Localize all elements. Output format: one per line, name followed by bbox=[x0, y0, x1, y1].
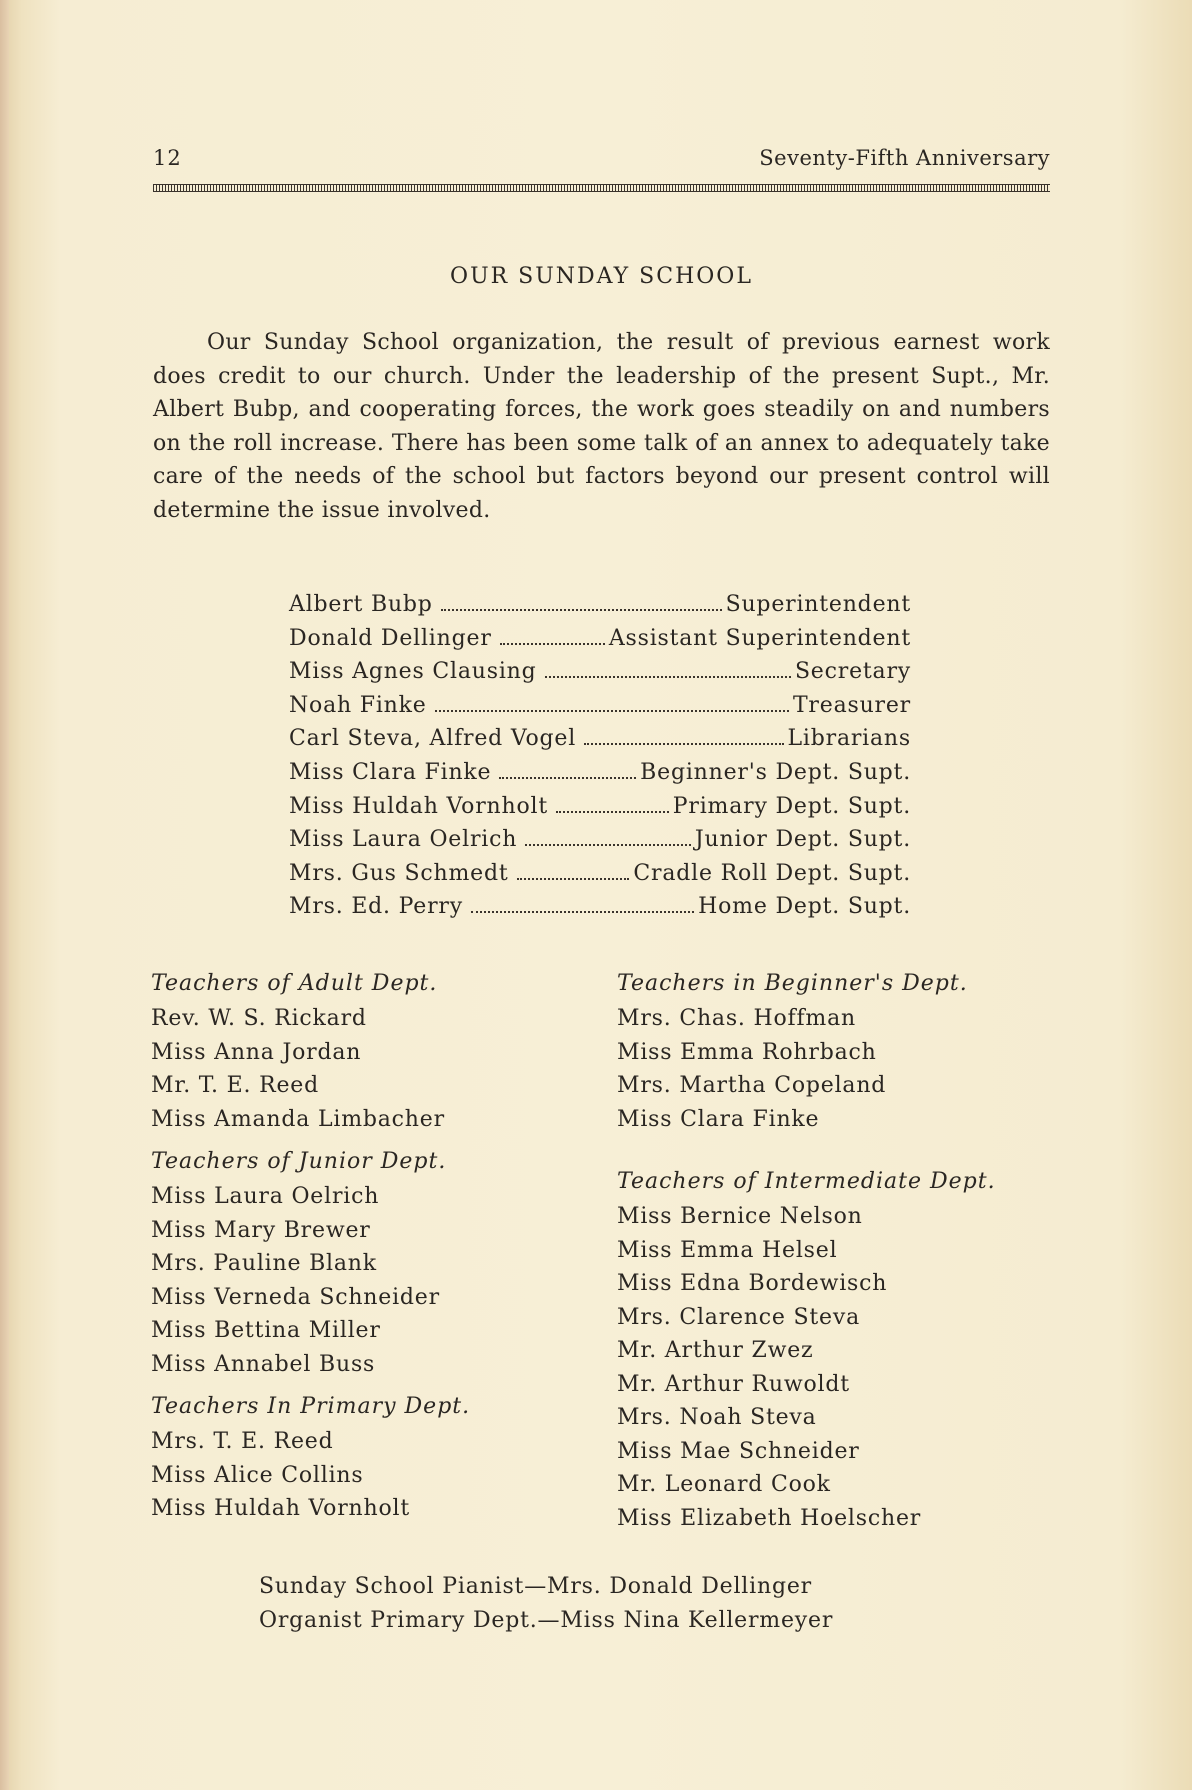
teacher-name: Rev. W. S. Rickard bbox=[151, 1006, 367, 1031]
officer-row bbox=[289, 794, 911, 828]
teacher-name: Mrs. Noah Steva bbox=[617, 1405, 817, 1430]
officer-name: Mrs. Gus Schmedt bbox=[289, 860, 509, 886]
teacher-name: Miss Mary Brewer bbox=[151, 1217, 371, 1243]
leader-dots bbox=[545, 676, 791, 678]
officer-row bbox=[289, 659, 911, 693]
officer-row bbox=[289, 827, 911, 861]
officers-list bbox=[289, 592, 911, 928]
officer-name: Mrs. Ed. Perry bbox=[289, 894, 463, 920]
officer-name: Miss Laura Oelrich bbox=[289, 827, 518, 853]
teacher-name: Miss Annabel Buss bbox=[151, 1351, 376, 1377]
teacher-name: Mrs. Pauline Blank bbox=[151, 1251, 377, 1276]
officer-row bbox=[289, 626, 911, 660]
officer-role: Beginner's Dept. Supt. bbox=[640, 759, 911, 785]
officer-name: Carl Steva, Alfred Vogel bbox=[289, 726, 577, 752]
officer-name: Miss Clara Finke bbox=[289, 759, 492, 785]
teacher-name: Miss Bernice Nelson bbox=[617, 1204, 863, 1229]
officer-role: Cradle Roll Dept. Supt. bbox=[633, 860, 911, 886]
officer-name: Donald Dellinger bbox=[289, 625, 492, 651]
pianist-line: Sunday School Pianist—Mrs. Donald Dellinger bbox=[259, 1574, 812, 1599]
teacher-name: Miss Mae Schneider bbox=[617, 1438, 860, 1464]
officer-role: Superintendent bbox=[725, 592, 911, 617]
leader-dots bbox=[441, 609, 722, 611]
organist-line: Organist Primary Dept.—Miss Nina Kellermeyer bbox=[259, 1608, 834, 1633]
page-number: 12 bbox=[153, 146, 182, 170]
officer-role: Home Dept. Supt. bbox=[698, 894, 911, 920]
officer-name: Miss Agnes Clausing bbox=[289, 659, 537, 685]
officer-row bbox=[289, 693, 911, 727]
officer-name: Miss Huldah Vornholt bbox=[289, 793, 548, 819]
teacher-name: Mr. Leonard Cook bbox=[617, 1472, 831, 1497]
teacher-name: Miss Laura Oelrich bbox=[151, 1184, 380, 1209]
officer-role: Junior Dept. Supt. bbox=[694, 827, 911, 853]
page-binding-edge bbox=[0, 0, 9, 1790]
officer-role: Librarians bbox=[787, 726, 911, 752]
officer-row bbox=[289, 894, 911, 928]
dept-heading-primary: Teachers In Primary Dept. bbox=[151, 1394, 471, 1419]
teacher-name: Mrs. Martha Copeland bbox=[617, 1073, 887, 1098]
dept-heading-junior: Teachers of Junior Dept. bbox=[151, 1149, 447, 1174]
teacher-name: Miss Huldah Vornholt bbox=[151, 1496, 410, 1521]
teacher-name: Miss Alice Collins bbox=[151, 1462, 364, 1488]
teacher-name: Mr. Arthur Zwez bbox=[617, 1338, 814, 1363]
teacher-name: Miss Anna Jordan bbox=[151, 1039, 362, 1065]
teacher-name: Mrs. Chas. Hoffman bbox=[617, 1006, 856, 1031]
leader-dots bbox=[435, 710, 789, 712]
running-header bbox=[153, 146, 1050, 180]
dept-heading-adult: Teachers of Adult Dept. bbox=[151, 971, 438, 996]
teacher-name: Miss Elizabeth Hoelscher bbox=[617, 1505, 922, 1531]
section-title: OUR SUNDAY SCHOOL bbox=[450, 264, 753, 289]
intro-paragraph: Our Sunday School organization, the result of previous earnest work does credit to our church. Under the leadership of the present Supt., Mr. Albert Bubp, and cooperating forces, the work goes steadily on and numbers on the roll increase. There has been some talk of an annex to adequately take care of the needs of the school but factors beyond our present control will determine the issue involved. bbox=[153, 330, 1050, 523]
teacher-name: Miss Edna Bordewisch bbox=[617, 1271, 888, 1296]
teacher-name: Miss Bettina Miller bbox=[151, 1318, 381, 1343]
leader-dots bbox=[556, 811, 669, 813]
teacher-name: Miss Emma Rohrbach bbox=[617, 1039, 877, 1065]
officer-row bbox=[289, 726, 911, 760]
teacher-name: Mrs. T. E. Reed bbox=[151, 1429, 334, 1454]
teacher-name: Mr. Arthur Ruwoldt bbox=[617, 1371, 850, 1397]
officer-row bbox=[289, 760, 911, 794]
leader-dots bbox=[517, 878, 630, 880]
officer-role: Secretary bbox=[794, 659, 911, 685]
leader-dots bbox=[500, 643, 605, 645]
officer-name: Noah Finke bbox=[289, 692, 427, 718]
teachers-left-column bbox=[151, 966, 591, 1526]
dept-heading-beginner: Teachers in Beginner's Dept. bbox=[617, 971, 968, 996]
footer-credits bbox=[259, 1570, 1019, 1638]
teachers-right-column bbox=[617, 966, 1057, 1535]
leader-dots bbox=[471, 911, 694, 913]
officer-role: Assistant Superintendent bbox=[608, 625, 911, 651]
teacher-name: Miss Verneda Schneider bbox=[151, 1284, 440, 1310]
officer-row bbox=[289, 592, 911, 626]
leader-dots bbox=[499, 777, 636, 779]
officer-role: Primary Dept. Supt. bbox=[672, 793, 911, 819]
teacher-name: Miss Emma Helsel bbox=[617, 1237, 838, 1263]
header-rule bbox=[153, 184, 1050, 192]
teacher-name: Mrs. Clarence Steva bbox=[617, 1304, 861, 1330]
leader-dots bbox=[584, 743, 783, 745]
officer-name: Albert Bubp bbox=[289, 592, 433, 617]
teacher-name: Miss Clara Finke bbox=[617, 1106, 820, 1132]
dept-heading-intermediate: Teachers of Intermediate Dept. bbox=[617, 1169, 996, 1194]
officer-role: Treasurer bbox=[792, 692, 911, 718]
teacher-name: Mr. T. E. Reed bbox=[151, 1073, 319, 1098]
teacher-name: Miss Amanda Limbacher bbox=[151, 1106, 445, 1132]
officer-row bbox=[289, 861, 911, 895]
leader-dots bbox=[525, 844, 691, 846]
running-title: Seventy-Fifth Anniversary bbox=[759, 146, 1050, 170]
